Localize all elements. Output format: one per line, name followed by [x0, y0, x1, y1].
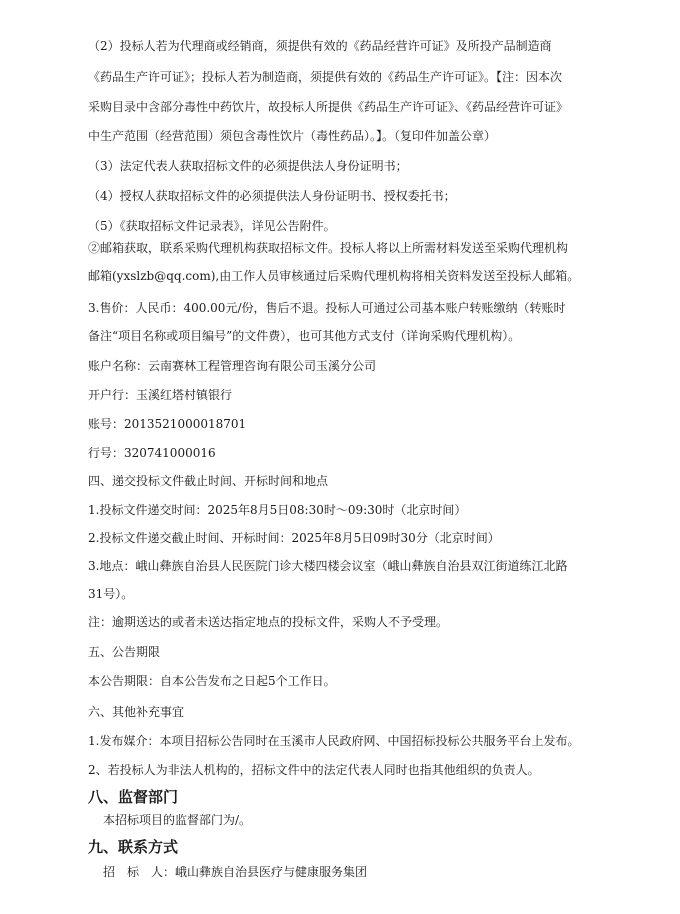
paragraph-line: 3.地点：峨山彝族自治县人民医院门诊大楼四楼会议室（峨山彝族自治县双江街道练江北路: [88, 559, 568, 573]
list-item: （4）授权人获取招标文件的必须提供法人身份证明书、授权委托书；: [88, 189, 456, 203]
paragraph-line: 备注“项目名称或项目编号”的文件费），也可其他方式支付（详询采购代理机构）。: [88, 329, 521, 343]
paragraph-line: （2）投标人若为代理商或经销商，须提供有效的《药品经营许可证》及所投产品制造商: [88, 39, 552, 53]
bank-name: 开户行：玉溪红塔村镇银行: [88, 388, 233, 402]
paragraph-line: 中生产范围（经营范围）须包含毒性饮片（毒性药品）。】。（复印件加盖公章）: [88, 129, 497, 143]
section-heading: 六、其他补充事宜: [88, 705, 185, 719]
bank-number: 行号：320741000016: [88, 446, 216, 460]
paragraph-line: 31号）。: [88, 587, 134, 601]
paragraph-line: 1.发布媒介：本项目招标公告同时在玉溪市人民政府网、中国招标投标公共服务平台上发布。: [88, 734, 580, 748]
account-name: 账户名称：云南赛林工程管理咨询有限公司玉溪分公司: [88, 359, 377, 373]
section-heading: 五、公告期限: [88, 645, 161, 659]
list-item: （3）法定代表人获取招标文件的必须提供法人身份证明书；: [88, 159, 408, 173]
paragraph-line: 3.售价：人民币：400.00元/份，售后不退。投标人可通过公司基本账户转账缴纳（转账时: [88, 301, 566, 315]
account-number: 账号：2013521000018701: [88, 417, 247, 431]
paragraph-line: 本招标项目的监督部门为/。: [103, 813, 252, 827]
paragraph-line: 《药品生产许可证》；投标人若为制造商，须提供有效的《药品生产许可证》。【注：因本次: [88, 70, 563, 84]
contact-line: 招 标 人：峨山彝族自治县医疗与健康服务集团: [103, 865, 368, 879]
section-heading: 四、递交投标文件截止时间、开标时间和地点: [88, 474, 329, 488]
paragraph-line: 本公告期限：自本公告发布之日起5个工作日。: [88, 674, 336, 688]
paragraph-line: 2、若投标人为非法人机构的，招标文件中的法定代表人同时也指其他组织的负责人。: [88, 763, 540, 777]
section-heading: 八、监督部门: [88, 788, 179, 806]
paragraph-line: 1.投标文件递交时间：2025年8月5日08:30时～09:30时（北京时间）: [88, 503, 467, 517]
section-heading: 九、联系方式: [88, 838, 179, 856]
note-line: 注：逾期送达的或者未送达指定地点的投标文件，采购人不予受理。: [88, 615, 449, 629]
paragraph-line: ②邮箱获取，联系采购代理机构获取招标文件。投标人将以上所需材料发送至采购代理机构: [88, 241, 569, 255]
paragraph-line: 2.投标文件递交截止时间、开标时间：2025年8月5日09时30分（北京时间）: [88, 531, 500, 545]
paragraph-line: 邮箱(yxslzb@qq.com),由工作人员审核通过后采购代理机构将相关资料发送至投标人邮箱。: [88, 269, 580, 283]
list-item: （5）《获取招标文件记录表》，详见公告附件。: [88, 219, 336, 233]
paragraph-line: 采购目录中含部分毒性中药饮片，故投标人所提供《药品生产许可证》、《药品经营许可证》: [88, 100, 569, 114]
